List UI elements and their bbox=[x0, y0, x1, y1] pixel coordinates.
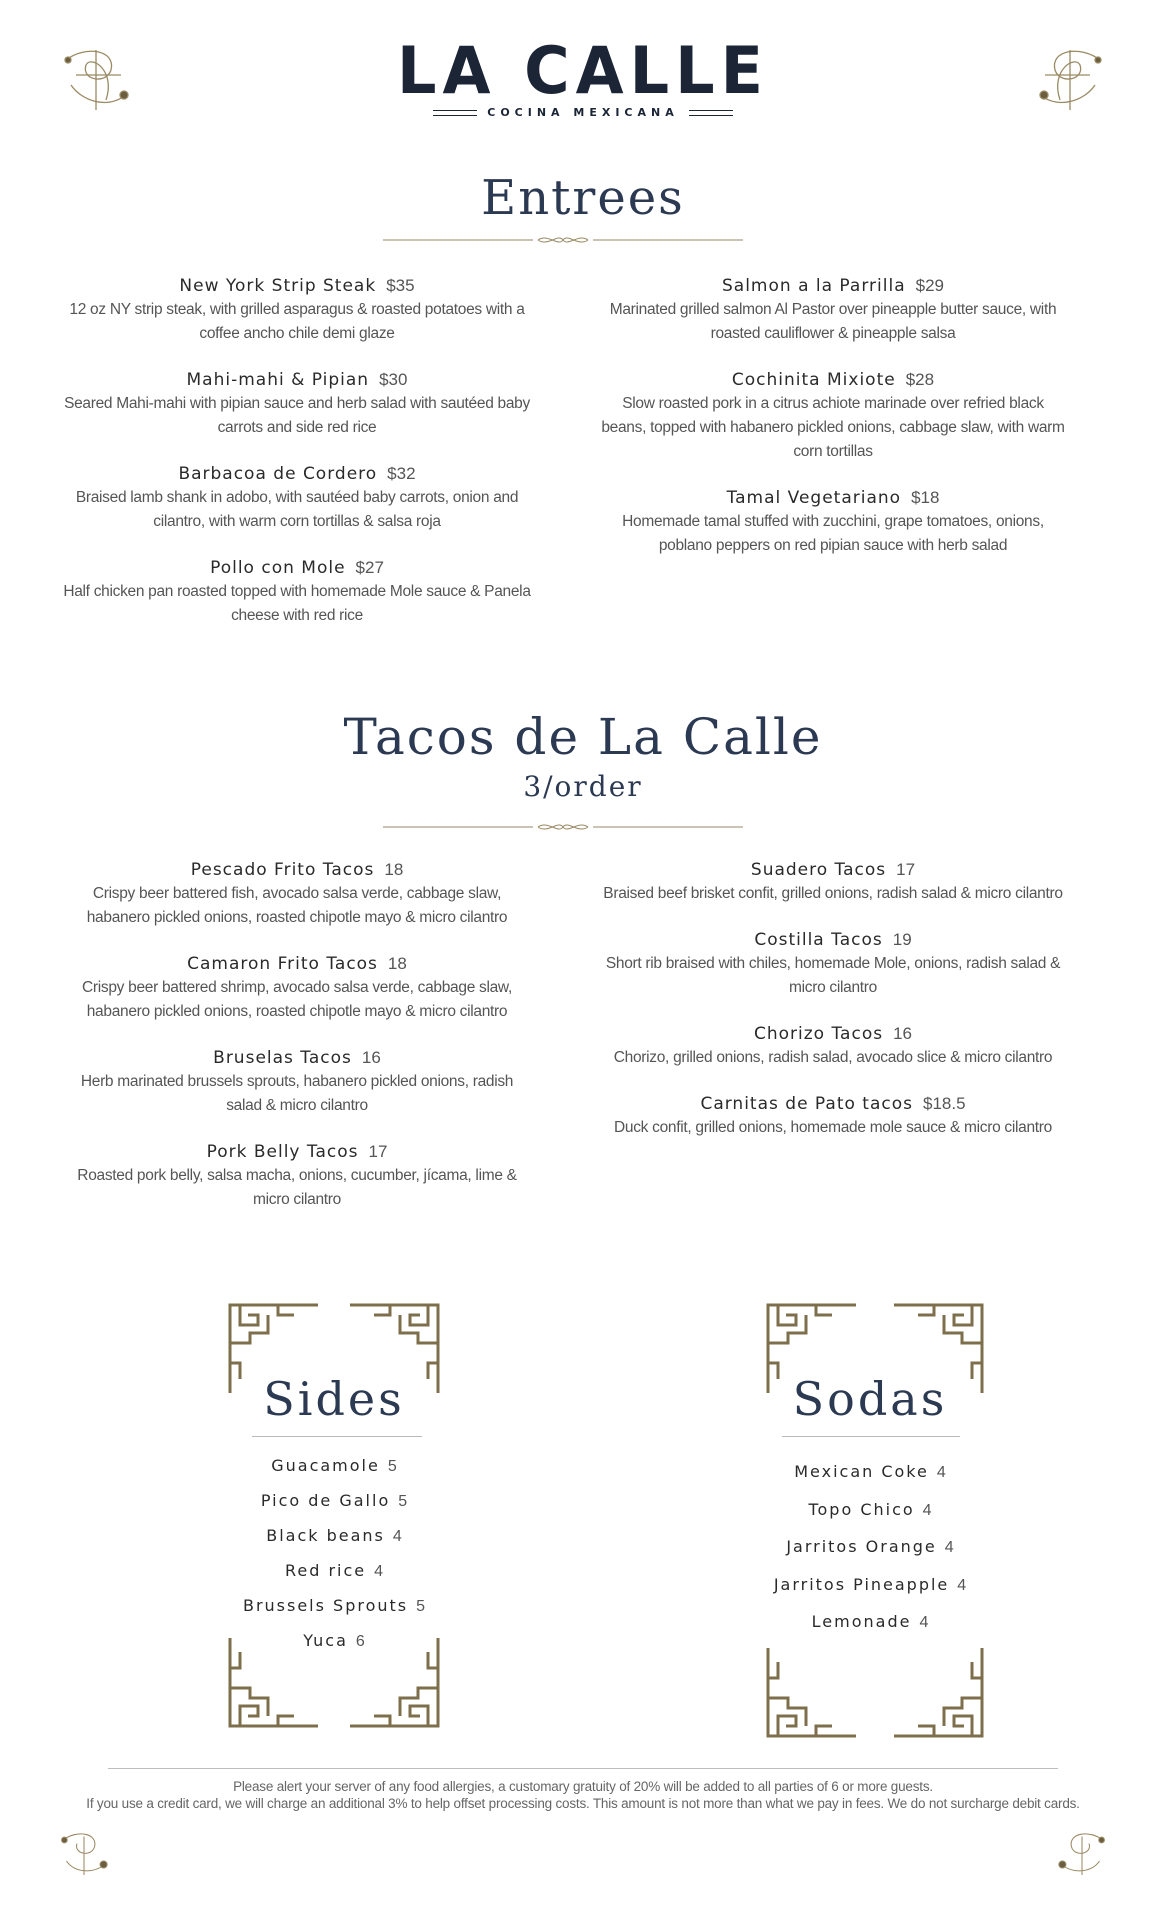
item-name: Suadero Tacos bbox=[750, 860, 887, 880]
list-item bbox=[228, 1526, 440, 1561]
item-price: 19 bbox=[892, 930, 912, 949]
sodas-rule bbox=[782, 1436, 960, 1437]
item-description: 12 oz NY strip steak, with grilled asparagus & roasted potatoes with a coffee ancho chile demi glaze bbox=[69, 301, 525, 342]
entrees-right-column bbox=[598, 276, 1068, 558]
menu-item bbox=[62, 860, 532, 930]
greek-key-corner-icon bbox=[892, 1646, 984, 1738]
menu-item bbox=[62, 954, 532, 1024]
list-item bbox=[756, 1537, 984, 1575]
item-name: Carnitas de Pato tacos bbox=[700, 1094, 913, 1114]
soda-price: 4 bbox=[944, 1539, 954, 1556]
soda-name: Jarritos Pineapple bbox=[773, 1574, 950, 1594]
list-item bbox=[756, 1462, 984, 1500]
item-price: 17 bbox=[896, 860, 916, 879]
item-name: Salmon a la Parrilla bbox=[722, 276, 906, 296]
allergy-notice: Please alert your server of any food allergies, a customary gratuity of 20% will be added to all parties of 6 or more guests. bbox=[233, 1779, 933, 1794]
menu-item bbox=[598, 860, 1068, 906]
ornament-divider-icon bbox=[383, 820, 743, 834]
entrees-title: Entrees bbox=[481, 170, 685, 226]
item-description: Duck confit, grilled onions, homemade mole sauce & micro cilantro bbox=[614, 1119, 1052, 1136]
list-item bbox=[228, 1631, 440, 1666]
entrees-left-column bbox=[62, 276, 532, 628]
item-price: $35 bbox=[386, 276, 415, 295]
side-price: 5 bbox=[387, 1458, 397, 1475]
soda-price: 4 bbox=[957, 1576, 967, 1594]
tacos-subtitle: 3/order bbox=[523, 770, 643, 803]
item-description: Roasted pork belly, salsa macha, onions, cucumber, jícama, lime & micro cilantro bbox=[77, 1167, 517, 1208]
item-name: Chorizo Tacos bbox=[754, 1024, 884, 1044]
side-name: Black beans bbox=[266, 1526, 385, 1545]
list-item bbox=[756, 1575, 984, 1613]
item-name: Camaron Frito Tacos bbox=[187, 954, 378, 974]
side-price: 4 bbox=[392, 1528, 402, 1545]
item-price: 17 bbox=[368, 1142, 388, 1161]
sides-list bbox=[228, 1456, 440, 1666]
list-item bbox=[756, 1500, 984, 1538]
menu-item bbox=[598, 1094, 1068, 1140]
item-name: Pescado Frito Tacos bbox=[190, 860, 375, 880]
list-item bbox=[228, 1456, 440, 1491]
side-price: 5 bbox=[398, 1493, 408, 1510]
brand-subtitle: COCINA MEXICANA bbox=[487, 106, 679, 119]
item-price: $30 bbox=[379, 370, 408, 389]
item-description: Braised beef brisket confit, grilled onions, radish salad & micro cilantro bbox=[603, 885, 1063, 902]
sides-rule bbox=[252, 1436, 422, 1437]
item-name: Bruselas Tacos bbox=[213, 1048, 352, 1068]
side-price: 5 bbox=[416, 1598, 426, 1615]
soda-name: Topo Chico bbox=[808, 1499, 915, 1519]
credit-card-notice: If you use a credit card, we will charge an additional 3% to help offset processing costs. This amount is not more than what we pay in fees. We do not surcharge debit cards. bbox=[86, 1796, 1080, 1811]
side-price: 6 bbox=[355, 1633, 365, 1650]
menu-item bbox=[62, 464, 532, 534]
item-name: Cochinita Mixiote bbox=[731, 370, 896, 390]
item-description: Crispy beer battered fish, avocado salsa verde, cabbage slaw, habanero pickled onions, roasted chipotle mayo & micro cilantro bbox=[86, 885, 508, 926]
item-description: Marinated grilled salmon Al Pastor over pineapple butter sauce, with roasted cauliflower & pineapple salsa bbox=[609, 301, 1057, 342]
item-price: $27 bbox=[355, 558, 384, 577]
sodas-list bbox=[756, 1462, 984, 1650]
item-description: Short rib braised with chiles, homemade Mole, onions, radish salad & micro cilantro bbox=[605, 955, 1061, 996]
sodas-title: Sodas bbox=[792, 1372, 948, 1426]
tacos-left-column bbox=[62, 860, 532, 1212]
item-price: 18 bbox=[384, 860, 404, 879]
item-price: 16 bbox=[893, 1024, 912, 1043]
soda-price: 4 bbox=[919, 1614, 929, 1631]
list-item bbox=[756, 1612, 984, 1650]
flourish-bottom-right-icon bbox=[1054, 1826, 1110, 1882]
side-name: Brussels Sprouts bbox=[242, 1596, 409, 1615]
item-price: 18 bbox=[387, 954, 407, 973]
soda-name: Lemonade bbox=[811, 1612, 912, 1631]
sides-title: Sides bbox=[263, 1372, 405, 1426]
item-description: Homemade tamal stuffed with zucchini, grape tomatoes, onions, poblano peppers on red pipian sauce with herb salad bbox=[622, 513, 1044, 554]
side-name: Red rice bbox=[284, 1561, 367, 1580]
brand-logo bbox=[0, 32, 1166, 119]
menu-item bbox=[62, 1142, 532, 1212]
menu-item bbox=[598, 930, 1068, 1000]
brand-rule-left bbox=[433, 110, 477, 116]
item-description: Half chicken pan roasted topped with homemade Mole sauce & Panela cheese with red rice bbox=[63, 583, 531, 624]
menu-item bbox=[598, 370, 1068, 464]
item-name: New York Strip Steak bbox=[179, 276, 377, 296]
item-description: Chorizo, grilled onions, radish salad, avocado slice & micro cilantro bbox=[613, 1049, 1053, 1066]
menu-item bbox=[62, 1048, 532, 1118]
menu-item bbox=[598, 1024, 1068, 1070]
item-price: $18.5 bbox=[923, 1094, 966, 1113]
side-name: Pico de Gallo bbox=[260, 1491, 391, 1510]
item-description: Crispy beer battered shrimp, avocado salsa verde, cabbage slaw, habanero pickled onions, roasted chipotle mayo & micro cilantro bbox=[82, 979, 512, 1020]
item-description: Seared Mahi-mahi with pipian sauce and herb salad with sautéed baby carrots and side red rice bbox=[64, 395, 530, 436]
soda-name: Mexican Coke bbox=[794, 1462, 929, 1481]
soda-name: Jarritos Orange bbox=[786, 1537, 937, 1556]
item-name: Costilla Tacos bbox=[754, 930, 883, 950]
item-price: $32 bbox=[387, 464, 416, 483]
side-price: 4 bbox=[374, 1563, 384, 1580]
item-name: Pollo con Mole bbox=[210, 558, 346, 578]
item-description: Slow roasted pork in a citrus achiote marinade over refried black beans, topped with habanero pickled onions, cabbage slaw, with warm corn tortillas bbox=[601, 395, 1065, 460]
tacos-title: Tacos de La Calle bbox=[343, 708, 823, 766]
menu-item bbox=[598, 488, 1068, 558]
item-name: Mahi-mahi & Pipian bbox=[186, 370, 370, 390]
menu-item bbox=[62, 558, 532, 628]
soda-price: 4 bbox=[936, 1464, 946, 1481]
item-name: Barbacoa de Cordero bbox=[178, 464, 378, 484]
greek-key-corner-icon bbox=[766, 1646, 858, 1738]
list-item bbox=[228, 1596, 440, 1631]
footer-rule bbox=[108, 1768, 1058, 1769]
item-name: Tamal Vegetariano bbox=[726, 488, 902, 508]
tacos-right-column bbox=[598, 860, 1068, 1140]
brand-name: LA CALLE bbox=[397, 32, 769, 109]
item-price: $18 bbox=[911, 488, 940, 507]
item-price: $28 bbox=[905, 370, 935, 389]
side-name: Guacamole bbox=[271, 1456, 380, 1475]
menu-item bbox=[62, 276, 532, 346]
footer-note bbox=[0, 1778, 1166, 1812]
ornament-divider-icon bbox=[383, 233, 743, 247]
item-price: $29 bbox=[915, 276, 944, 295]
soda-price: 4 bbox=[922, 1501, 932, 1519]
side-name: Yuca bbox=[303, 1631, 348, 1650]
brand-rule-right bbox=[689, 110, 733, 116]
item-name: Pork Belly Tacos bbox=[206, 1142, 359, 1162]
list-item bbox=[228, 1561, 440, 1596]
flourish-bottom-left-icon bbox=[56, 1826, 112, 1882]
list-item bbox=[228, 1491, 440, 1526]
item-description: Braised lamb shank in adobo, with sautéed baby carrots, onion and cilantro, with warm corn tortillas & salsa roja bbox=[75, 489, 519, 530]
item-description: Herb marinated brussels sprouts, habanero pickled onions, radish salad & micro cilantro bbox=[80, 1073, 514, 1114]
menu-item bbox=[598, 276, 1068, 346]
item-price: 16 bbox=[361, 1048, 381, 1067]
menu-item bbox=[62, 370, 532, 440]
